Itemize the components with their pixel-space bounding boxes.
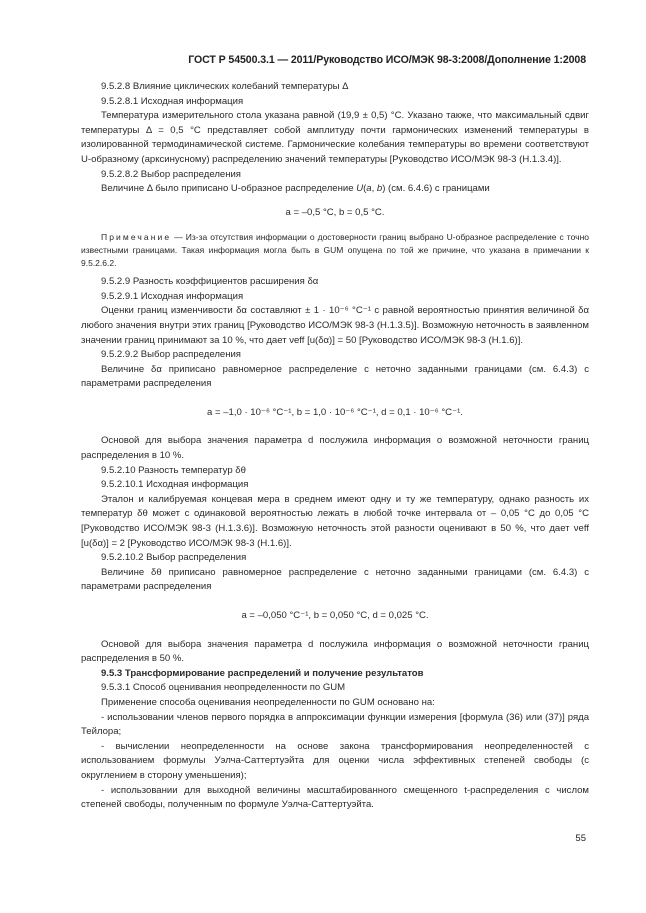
note-label: Примечание — [101, 232, 172, 243]
paragraph: Температура измерительного стола указана равной (19,9 ± 0,5) °С. Указано также, что максимальный сдвиг температуры Δ = 0,5 °С представляет собой амплитуду почти гармонических изменений температуры в изолированной термодинамической системе. Гармонические колебания температуры во времени соответствуют U-образному (арксинусному) распределению значений температуры [Руководство ИСО/МЭК 98-3 (Н.1.3.4)]. — [81, 110, 589, 165]
formula: a = –0,050 °С⁻¹, b = 0,050 °С, d = 0,025 °С. — [241, 610, 429, 621]
paragraph: Оценки границ изменчивости δα составляют ± 1 · 10⁻⁶ °С⁻¹ с равной вероятностью принятия величиной δα любого значения внутри этих границ [Руководство ИСО/МЭК 98-3 (Н.1.3.5)]. Возможную неточность в заявленном значении границ принимают за 10 %, что дает νeff [u(δα)] = 50 [Руководство ИСО/МЭК 98-3 (Н.1.6)]. — [81, 305, 589, 346]
list-item: - использовании для выходной величины масштабированного смещенного t-распределения с числом степеней свободы, полученным по формуле Уэлча-Саттертуэйта. — [81, 784, 589, 811]
section-heading: 9.5.2.9 Разность коэффициентов расширения δα — [101, 276, 319, 288]
section-heading-bold: 9.5.3 Трансформирование распределений и получение результатов — [101, 667, 424, 679]
paragraph: Основой для выбора значения параметра d послужила информация о возможной неточности границ распределения в 10 %. — [81, 435, 589, 462]
running-header: ГОСТ Р 54500.3.1 — 2011/Руководство ИСО/МЭК 98-3:2008/Дополнение 1:2008 — [188, 54, 586, 66]
main-text — [81, 80, 589, 813]
paragraph: Величине Δ было приписано U-образное распределение U(a, b) (см. 6.4.6) с границами — [101, 183, 490, 195]
list-item: - вычислении неопределенности на основе закона трансформирования неопределенностей с использованием формулы Уэлча-Саттертуэйта для оценки числа эффективных степеней свободы (с округлением в сторону уменьшения); — [81, 740, 589, 781]
list-item: - использовании членов первого порядка в аппроксимации функции измерения [формула (36) или (37)] ряда Тейлора; — [81, 711, 589, 738]
subsection-heading: 9.5.2.9.2 Выбор распределения — [101, 349, 241, 361]
subsection-heading: 9.5.2.8.1 Исходная информация — [101, 95, 244, 107]
note — [81, 231, 589, 269]
paragraph: Основой для выбора значения параметра d послужила информация о возможной неточности границ распределения в 50 %. — [81, 638, 589, 665]
subsection-heading: 9.5.2.9.1 Исходная информация — [101, 290, 244, 302]
paragraph: Величине δθ приписано равномерное распределение с неточно заданными границами (см. 6.4.3) с параметрами распределения — [81, 566, 589, 593]
note-text: — Из-за отсутствия информации о достоверности границ выбрано U-образное распределение с точно известными границами. Такая информация могла быть в GUM опущена по той же причине, что указана в примечании к 9.5.2.6.2. — [81, 232, 589, 268]
page-number: 55 — [575, 833, 586, 844]
formula: a = –0,5 °С, b = 0,5 °С. — [285, 206, 385, 218]
subsection-heading: 9.5.3.1 Способ оценивания неопределенности по GUM — [101, 682, 346, 694]
subsection-heading: 9.5.2.10.2 Выбор распределения — [101, 552, 247, 564]
section-heading: 9.5.2.8 Влияние циклических колебаний температуры Δ — [101, 81, 349, 92]
paragraph: Эталон и калибруемая концевая мера в среднем имеют одну и ту же температуру, однако разность их температур δθ может с одинаковой вероятностью лежать в любой точке интервала от – 0,05 °С до 0,05 °С [Руководство ИСО/МЭК 98-3 (Н.1.3.6)]. Возможную неточность этой разности оценивают в 50 %, что дает νeff [u(δα)] = 2 [Руководство ИСО/МЭК 98-3 (Н.1.6)]. — [81, 493, 589, 549]
formula: a = –1,0 · 10⁻⁶ °С⁻¹, b = 1,0 · 10⁻⁶ °С⁻¹, d = 0,1 · 10⁻⁶ °С⁻¹. — [207, 406, 463, 418]
subsection-heading: 9.5.2.8.2 Выбор распределения — [101, 168, 241, 180]
subsection-heading: 9.5.2.10.1 Исходная информация — [101, 479, 249, 491]
section-heading: 9.5.2.10 Разность температур δθ — [101, 464, 246, 476]
paragraph: Величине δα приписано равномерное распределение с неточно заданными границами (см. 6.4.3) с параметрами распределения — [81, 363, 589, 390]
paragraph: Применение способа оценивания неопределенности по GUM основано на: — [101, 696, 435, 708]
